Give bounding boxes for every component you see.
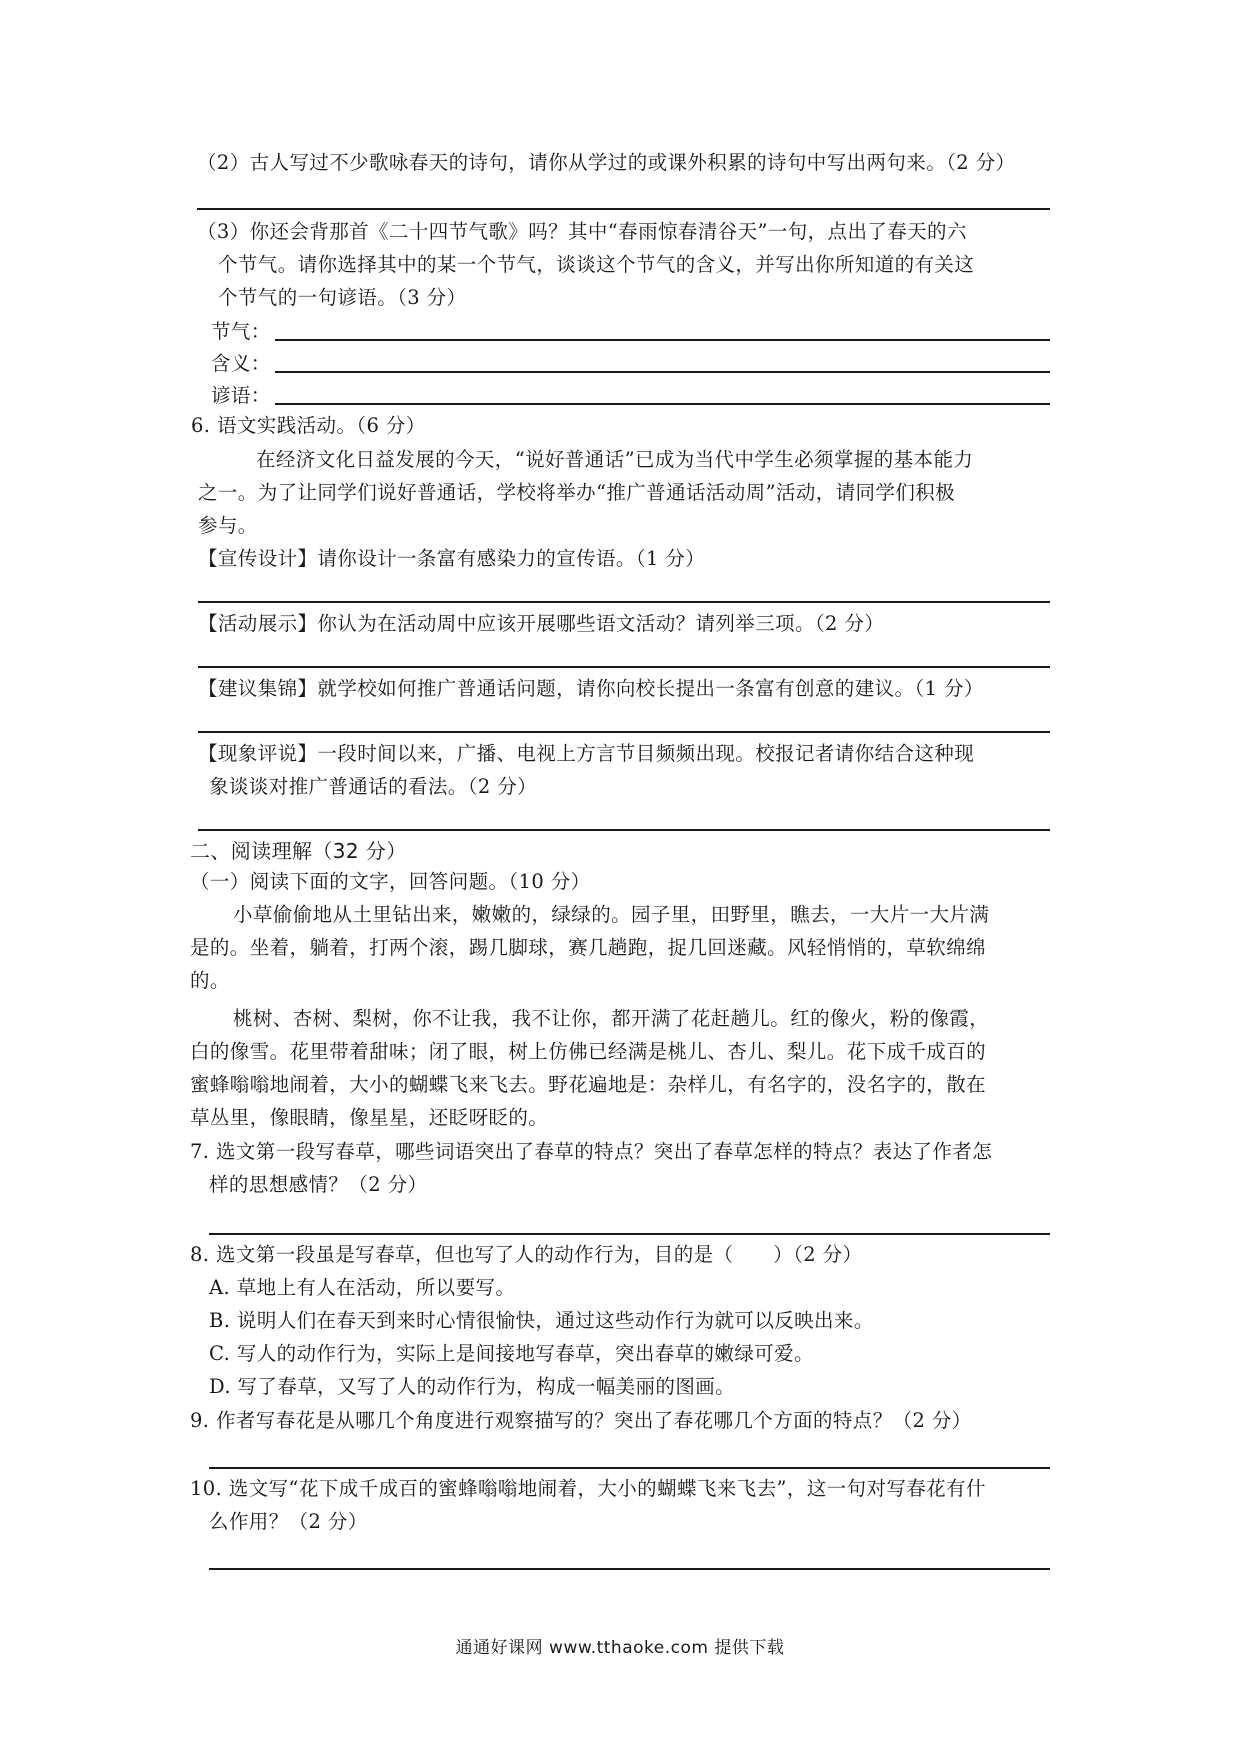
q6-intro-line3: 参与。 [198, 514, 258, 537]
answer-line [198, 829, 1050, 831]
page-footer: 通通好课网 www.tthaoke.com 提供下载 [455, 1638, 785, 1658]
q6-zhanshi: 【活动展示】你认为在活动周中应该开展哪些语文活动？请列举三项。（2 分） [198, 612, 885, 635]
q9-stem: 9. 作者写春花是从哪几个角度进行观察描写的？突出了春花哪几个方面的特点？（2 分） [190, 1409, 972, 1432]
passage-p2-line3: 蜜蜂嗡嗡地闹着，大小的蝴蝶飞来飞去。野花遍地是：杂样儿，有名字的，没名字的，散在 [190, 1073, 987, 1096]
answer-line-yanyu [275, 403, 1050, 405]
answer-line-hanyi [275, 371, 1050, 373]
label-yanyu: 谚语： [211, 384, 271, 407]
q5-part3-line2: 个节气。请你选择其中的某一个节气，谈谈这个节气的含义，并写出你所知道的有关这 [218, 253, 975, 276]
answer-line [198, 601, 1050, 603]
passage-p2-line2: 白的像雪。花里带着甜味；闭了眼，树上仿佛已经满是桃儿、杏儿、梨儿。花下成千成百的 [190, 1040, 987, 1063]
answer-line [197, 208, 1050, 210]
q8-option-c: C. 写人的动作行为，实际上是间接地写春草，突出春草的嫩绿可爱。 [209, 1342, 814, 1365]
answer-line [209, 1233, 1050, 1235]
q6-pingshuo-line2: 象谈谈对推广普通话的看法。（2 分） [209, 775, 538, 798]
q7-line2: 样的思想感情？（2 分） [209, 1173, 428, 1196]
section2-sub1: （一）阅读下面的文字，回答问题。（10 分） [190, 870, 591, 893]
label-hanyi: 含义： [211, 352, 271, 375]
answer-line-jieqi [275, 339, 1050, 341]
q5-part2-text: （2）古人写过不少歌咏春天的诗句，请你从学过的或课外积累的诗句中写出两句来。（2 分） [197, 151, 1016, 174]
q8-option-a: A. 草地上有人在活动，所以要写。 [209, 1276, 516, 1299]
q6-jianyi: 【建议集锦】就学校如何推广普通话问题，请你向校长提出一条富有创意的建议。（1 分） [198, 677, 984, 700]
q5-part3-line3: 个节气的一句谚语。（3 分） [218, 286, 467, 309]
q6-xuanchuan: 【宣传设计】请你设计一条富有感染力的宣传语。（1 分） [198, 547, 706, 570]
passage-p2-line1: 桃树、杏树、梨树，你不让我，我不让你，都开满了花赶趟儿。红的像火，粉的像霞， [233, 1007, 990, 1030]
passage-p1-line3: 的。 [190, 969, 230, 992]
answer-line [209, 1568, 1050, 1570]
q8-option-d: D. 写了春草，又写了人的动作行为，构成一幅美丽的图画。 [209, 1375, 736, 1398]
label-jieqi: 节气： [211, 320, 271, 343]
answer-line [209, 1467, 1050, 1469]
q6-intro-line2: 之一。为了让同学们说好普通话，学校将举办“推广普通话活动周”活动，请同学们积极 [198, 481, 956, 504]
q10-line1: 10. 选文写“花下成千成百的蜜蜂嗡嗡地闹着，大小的蝴蝶飞来飞去”，这一句对写春花有什 [190, 1477, 986, 1500]
q5-part3-line1: （3）你还会背那首《二十四节气歌》吗？其中“春雨惊春清谷天”一句，点出了春天的六 [197, 220, 967, 243]
answer-line [198, 666, 1050, 668]
q6-pingshuo-line1: 【现象评说】一段时间以来，广播、电视上方言节目频频出现。校报记者请你结合这种现 [198, 742, 975, 765]
q6-title: 6. 语文实践活动。（6 分） [191, 414, 426, 437]
q10-line2: 么作用？（2 分） [209, 1510, 368, 1533]
passage-p2-line4: 草丛里，像眼睛，像星星，还眨呀眨的。 [190, 1106, 549, 1129]
answer-line [198, 731, 1050, 733]
q8-stem: 8. 选文第一段虽是写春草，但也写了人的动作行为，目的是（ ）（2 分） [190, 1243, 863, 1266]
q8-option-b: B. 说明人们在春天到来时心情很愉快，通过这些动作行为就可以反映出来。 [209, 1309, 874, 1332]
section2-heading: 二、阅读理解（32 分） [190, 839, 407, 863]
q7-line1: 7. 选文第一段写春草，哪些词语突出了春草的特点？突出了春草怎样的特点？表达了作者怎 [190, 1140, 993, 1163]
passage-p1-line2: 是的。坐着，躺着，打两个滚，踢几脚球，赛几趟跑，捉几回迷藏。风轻悄悄的，草软绵绵 [190, 936, 987, 959]
q6-intro-line1: 在经济文化日益发展的今天，“说好普通话”已成为当代中学生必须掌握的基本能力 [256, 448, 974, 471]
passage-p1-line1: 小草偷偷地从土里钻出来，嫩嫩的，绿绿的。园子里，田野里，瞧去，一大片一大片满 [233, 903, 990, 926]
